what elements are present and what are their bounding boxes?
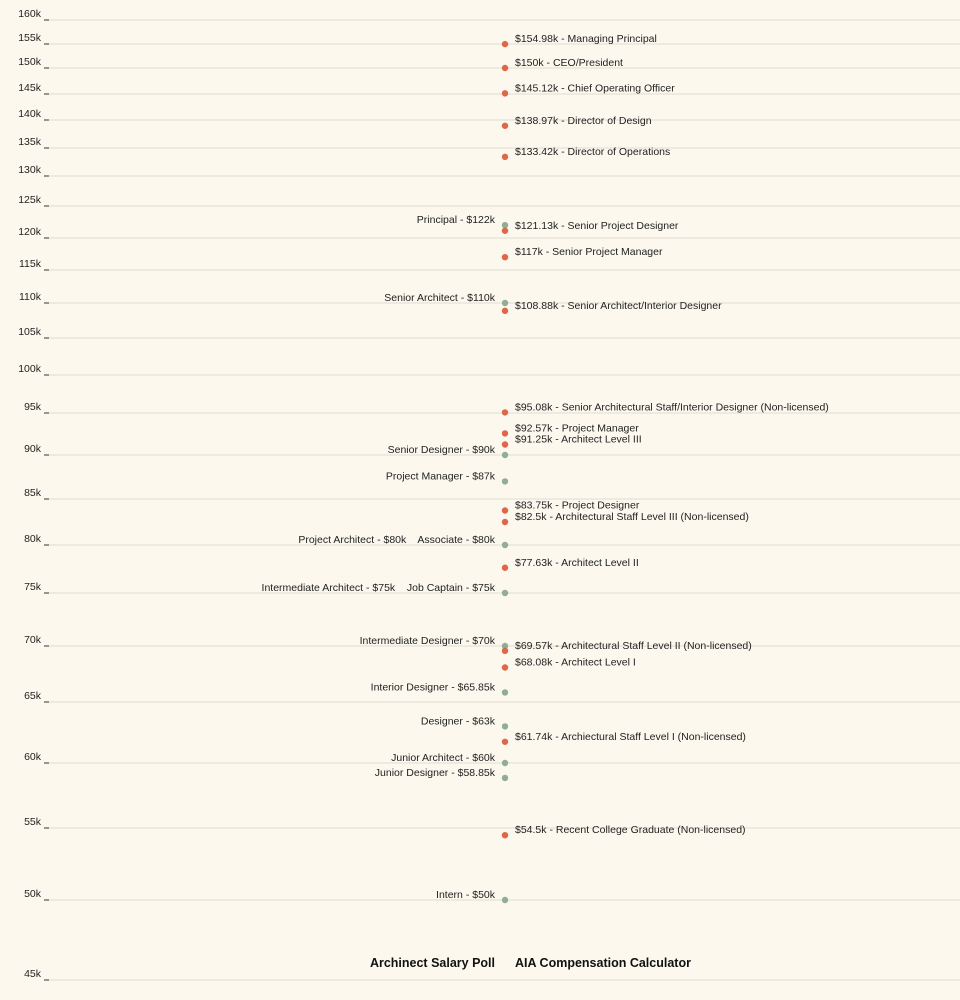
y-tick-label: 75k [24, 581, 41, 593]
archinect-point [502, 542, 508, 548]
archinect-point-label: Senior Architect - $110k [384, 292, 495, 304]
archinect-point [502, 897, 508, 903]
y-tick-label: 130k [18, 164, 41, 176]
aia-point [502, 519, 508, 525]
archinect-point [502, 723, 508, 729]
archinect-point-label: Intermediate Architect - $75k Job Captain - $75k [261, 582, 495, 594]
aia-point [502, 664, 508, 670]
aia-point-label: $77.63k - Architect Level II [515, 556, 639, 569]
y-tick-label: 115k [19, 258, 41, 270]
y-tick-label: 150k [18, 56, 41, 68]
aia-point [502, 565, 508, 571]
aia-point-label: $117k - Senior Project Manager [515, 246, 663, 259]
aia-point [502, 507, 508, 513]
aia-point-label: $145.12k - Chief Operating Officer [515, 82, 675, 95]
archinect-point-label: Interior Designer - $65.85k [370, 681, 495, 694]
y-tick-label: 70k [24, 634, 41, 646]
archinect-point-label: Senior Designer - $90k [387, 444, 495, 456]
aia-point-label: $150k - CEO/President [515, 57, 623, 69]
aia-point [502, 739, 508, 745]
series-title-archinect: Archinect Salary Poll [369, 956, 495, 970]
y-tick-label: 55k [24, 816, 41, 828]
y-tick-label: 65k [24, 690, 41, 702]
aia-point-label: $154.98k - Managing Principal [515, 33, 657, 46]
aia-point-label: $68.08k - Architect Level I [515, 656, 636, 669]
aia-point [502, 228, 508, 234]
archinect-point [502, 222, 508, 228]
aia-point [502, 65, 508, 71]
aia-point [502, 441, 508, 447]
archinect-point [502, 300, 508, 306]
y-tick-label: 110k [19, 291, 41, 303]
y-tick-label: 80k [24, 533, 41, 545]
aia-point-label: $69.57k - Architectural Staff Level II (Non-licensed) [515, 639, 752, 652]
y-tick-label: 85k [24, 487, 41, 499]
y-tick-label: 155k [18, 32, 41, 44]
y-tick-label: 95k [24, 401, 41, 413]
archinect-point [502, 775, 508, 781]
archinect-point-label: Junior Architect - $60k [391, 752, 495, 764]
archinect-point [502, 452, 508, 458]
aia-point-label: $92.57k - Project Manager [515, 422, 639, 435]
archinect-point [502, 590, 508, 596]
archinect-point-label: Project Manager - $87k [385, 470, 495, 483]
y-tick-label: 140k [18, 108, 41, 120]
aia-point [502, 90, 508, 96]
aia-point [502, 41, 508, 47]
aia-point [502, 430, 508, 436]
aia-point-label: $61.74k - Archiectural Staff Level I (Non-licensed) [515, 730, 746, 743]
y-tick-label: 50k [24, 888, 41, 900]
series-title-aia: AIA Compensation Calculator [515, 956, 691, 970]
aia-point [502, 648, 508, 654]
aia-point [502, 308, 508, 314]
y-tick-label: 105k [18, 326, 41, 338]
aia-point [502, 154, 508, 160]
y-tick-label: 125k [18, 194, 41, 206]
aia-point-label: $91.25k - Architect Level III [515, 433, 642, 446]
archinect-point [502, 478, 508, 484]
y-tick-label: 135k [18, 136, 41, 148]
data-points [262, 33, 829, 903]
aia-point-label: $108.88k - Senior Architect/Interior Designer [515, 299, 722, 312]
aia-point-label: $95.08k - Senior Architectural Staff/Interior Designer (Non-licensed) [515, 401, 829, 414]
aia-point [502, 832, 508, 838]
aia-point-label: $133.42k - Director of Operations [515, 145, 671, 158]
aia-point [502, 254, 508, 260]
y-tick-label: 120k [18, 226, 41, 238]
y-tick-label: 45k [24, 968, 41, 980]
y-axis [18, 8, 49, 980]
y-tick-label: 145k [18, 82, 41, 94]
archinect-point-label: Project Architect - $80k Associate - $80k [298, 534, 495, 546]
y-tick-label: 160k [18, 8, 41, 20]
archinect-point [502, 760, 508, 766]
aia-point-label: $138.97k - Director of Design [515, 114, 652, 127]
archinect-point-label: Principal - $122k [416, 214, 495, 227]
archinect-point-label: Intermediate Designer - $70k [359, 635, 495, 647]
archinect-point [502, 689, 508, 695]
aia-point [502, 123, 508, 129]
aia-point-label: $121.13k - Senior Project Designer [515, 219, 679, 232]
aia-point [502, 409, 508, 415]
y-tick-label: 90k [24, 443, 41, 455]
archinect-point-label: Designer - $63k [420, 715, 495, 728]
aia-point-label: $54.5k - Recent College Graduate (Non-licensed) [515, 824, 746, 837]
aia-point-label: $83.75k - Project Designer [515, 499, 640, 512]
archinect-point-label: Intern - $50k [436, 889, 495, 901]
archinect-point-label: Junior Designer - $58.85k [374, 766, 495, 779]
aia-point-label: $82.5k - Architectural Staff Level III (Non-licensed) [515, 511, 749, 523]
y-tick-label: 60k [24, 751, 41, 763]
y-tick-label: 100k [18, 363, 41, 375]
